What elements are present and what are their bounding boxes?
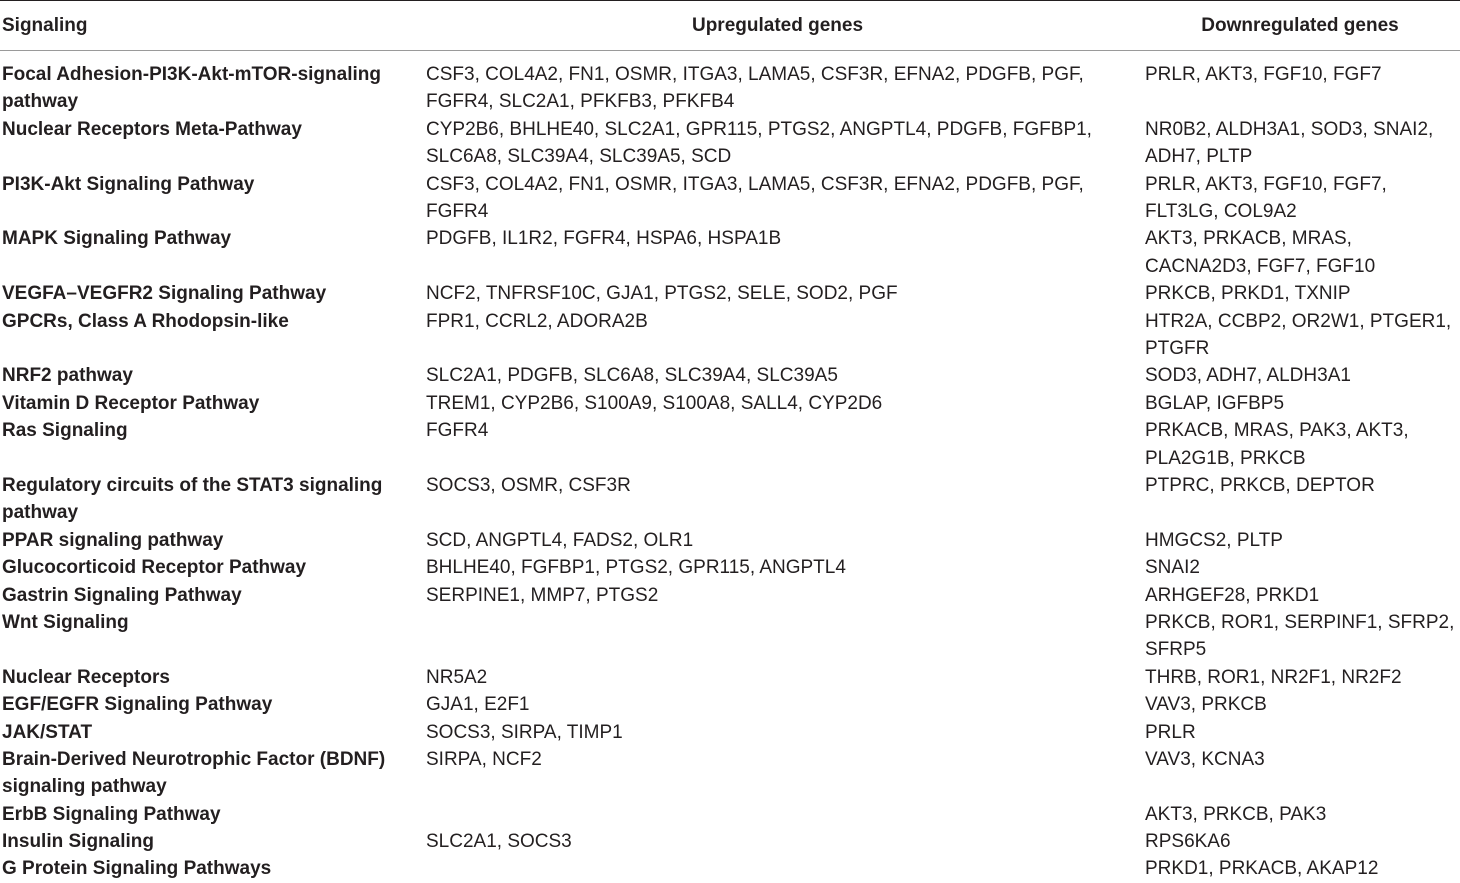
table-row xyxy=(0,801,1460,828)
upregulated-cell: SLC2A1, PDGFB, SLC6A8, SLC39A4, SLC39A5 xyxy=(426,365,838,387)
table-row xyxy=(0,828,1460,855)
table-row xyxy=(0,225,1460,280)
table-header-row xyxy=(0,0,1460,50)
downregulated-cell: AKT3, PRKACB, MRAS, CACNA2D3, FGF7, FGF10 xyxy=(1145,228,1376,277)
table-row xyxy=(0,280,1460,307)
signaling-cell: PI3K-Akt Signaling Pathway xyxy=(2,173,255,195)
upregulated-cell: SOCS3, SIRPA, TIMP1 xyxy=(426,721,623,743)
downregulated-cell: VAV3, KCNA3 xyxy=(1145,748,1265,770)
table-row xyxy=(0,609,1460,664)
upregulated-cell: FPR1, CCRL2, ADORA2B xyxy=(426,310,648,332)
signaling-cell: Focal Adhesion-PI3K-Akt-mTOR-signaling pathway xyxy=(2,64,381,113)
upregulated-cell: SIRPA, NCF2 xyxy=(426,748,542,770)
downregulated-cell: THRB, ROR1, NR2F1, NR2F2 xyxy=(1145,666,1402,688)
signaling-cell: Insulin Signaling xyxy=(2,831,154,853)
table-row xyxy=(0,855,1460,882)
downregulated-cell: AKT3, PRKCB, PAK3 xyxy=(1145,803,1327,825)
downregulated-cell: PTPRC, PRKCB, DEPTOR xyxy=(1145,474,1375,496)
signaling-cell: Gastrin Signaling Pathway xyxy=(2,584,242,606)
downregulated-cell: PRKD1, PRKACB, AKAP12 xyxy=(1145,858,1379,880)
table-row xyxy=(0,691,1460,718)
table-header-rule xyxy=(0,50,1460,51)
signaling-cell: Brain-Derived Neurotrophic Factor (BDNF) signaling pathway xyxy=(2,748,386,798)
signaling-cell: EGF/EGFR Signaling Pathway xyxy=(2,694,273,716)
downregulated-cell: PRKACB, MRAS, PAK3, AKT3, PLA2G1B, PRKCB xyxy=(1145,420,1409,469)
header-upregulated-genes: Upregulated genes xyxy=(691,15,864,36)
signaling-cell: Vitamin D Receptor Pathway xyxy=(2,392,260,414)
downregulated-cell: NR0B2, ALDH3A1, SOD3, SNAI2, ADH7, PLTP xyxy=(1145,118,1434,168)
downregulated-cell: SOD3, ADH7, ALDH3A1 xyxy=(1145,365,1351,387)
downregulated-cell: SNAI2 xyxy=(1145,557,1200,579)
signaling-cell: Glucocorticoid Receptor Pathway xyxy=(2,557,307,579)
header-downregulated-genes: Downregulated genes xyxy=(1201,15,1399,36)
upregulated-cell: SOCS3, OSMR, CSF3R xyxy=(426,474,631,496)
signaling-cell: Ras Signaling xyxy=(2,420,128,442)
upregulated-cell: CSF3, COL4A2, FN1, OSMR, ITGA3, LAMA5, CSF3R, EFNA2, PDGFB, PGF, FGFR4 xyxy=(426,173,1084,222)
table-row xyxy=(0,719,1460,746)
upregulated-cell: TREM1, CYP2B6, S100A9, S100A8, SALL4, CYP2D6 xyxy=(426,392,883,414)
upregulated-cell: NCF2, TNFRSF10C, GJA1, PTGS2, SELE, SOD2, PGF xyxy=(426,283,898,305)
table-row xyxy=(0,171,1460,226)
signaling-cell: Nuclear Receptors xyxy=(2,666,170,688)
downregulated-cell: BGLAP, IGFBP5 xyxy=(1145,392,1285,414)
table-row xyxy=(0,116,1460,171)
signaling-cell: Wnt Signaling xyxy=(2,611,129,633)
table-row xyxy=(0,746,1460,801)
table-row xyxy=(0,362,1460,389)
signaling-cell: Nuclear Receptors Meta-Pathway xyxy=(2,118,302,140)
upregulated-cell: GJA1, E2F1 xyxy=(426,694,530,716)
upregulated-cell: FGFR4 xyxy=(426,420,489,442)
table-row xyxy=(0,308,1460,363)
upregulated-cell: CYP2B6, BHLHE40, SLC2A1, GPR115, PTGS2, ANGPTL4, PDGFB, FGFBP1, SLC6A8, SLC39A4, SLC39A5, SCD xyxy=(426,118,1092,168)
signaling-cell: NRF2 pathway xyxy=(2,365,133,387)
table-row xyxy=(0,582,1460,609)
downregulated-cell: ARHGEF28, PRKD1 xyxy=(1145,584,1320,606)
downregulated-cell: PRLR, AKT3, FGF10, FGF7 xyxy=(1145,64,1382,85)
table-row xyxy=(0,472,1460,527)
upregulated-cell: SCD, ANGPTL4, FADS2, OLR1 xyxy=(426,529,694,551)
table-row xyxy=(0,554,1460,581)
signaling-cell: MAPK Signaling Pathway xyxy=(2,228,232,250)
downregulated-cell: HMGCS2, PLTP xyxy=(1145,529,1283,551)
table-row xyxy=(0,417,1460,472)
upregulated-cell: SLC2A1, SOCS3 xyxy=(426,831,572,853)
upregulated-cell: NR5A2 xyxy=(426,666,488,688)
signaling-cell: ErbB Signaling Pathway xyxy=(2,803,221,825)
signaling-cell: JAK/STAT xyxy=(2,721,93,743)
signaling-cell: VEGFA–VEGFR2 Signaling Pathway xyxy=(2,283,327,305)
table-row xyxy=(0,390,1460,417)
upregulated-cell: BHLHE40, FGFBP1, PTGS2, GPR115, ANGPTL4 xyxy=(426,557,846,579)
downregulated-cell: HTR2A, CCBP2, OR2W1, PTGER1, PTGFR xyxy=(1145,310,1452,359)
downregulated-cell: PRKCB, ROR1, SERPINF1, SFRP2, SFRP5 xyxy=(1145,611,1455,661)
signaling-cell: GPCRs, Class A Rhodopsin-like xyxy=(2,310,289,332)
downregulated-cell: PRKCB, PRKD1, TXNIP xyxy=(1145,283,1351,305)
signaling-cell: Regulatory circuits of the STAT3 signaling pathway xyxy=(2,474,383,524)
downregulated-cell: PRLR xyxy=(1145,721,1196,743)
upregulated-cell: PDGFB, IL1R2, FGFR4, HSPA6, HSPA1B xyxy=(426,228,782,250)
header-signaling: Signaling xyxy=(2,15,88,36)
upregulated-cell: CSF3, COL4A2, FN1, OSMR, ITGA3, LAMA5, CSF3R, EFNA2, PDGFB, PGF, FGFR4, SLC2A1, PFKFB3, PFKFB4 xyxy=(426,64,1084,113)
table-row xyxy=(0,664,1460,691)
downregulated-cell: RPS6KA6 xyxy=(1145,831,1231,853)
downregulated-cell: PRLR, AKT3, FGF10, FGF7, FLT3LG, COL9A2 xyxy=(1145,173,1387,222)
table-body xyxy=(0,61,1460,883)
signaling-cell: G Protein Signaling Pathways xyxy=(2,858,272,880)
upregulated-cell: SERPINE1, MMP7, PTGS2 xyxy=(426,584,659,606)
table-row xyxy=(0,527,1460,554)
downregulated-cell: VAV3, PRKCB xyxy=(1145,694,1267,716)
signaling-cell: PPAR signaling pathway xyxy=(2,529,224,551)
table-row xyxy=(0,61,1460,116)
